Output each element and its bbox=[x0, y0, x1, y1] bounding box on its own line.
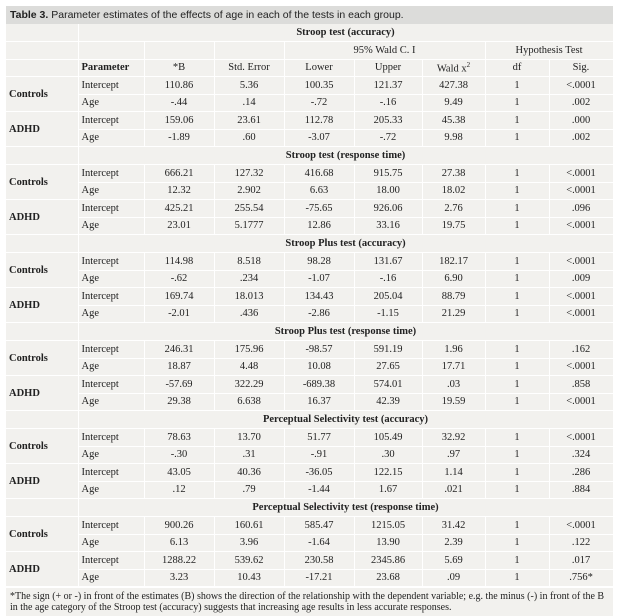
sig-cell: .286 bbox=[549, 464, 613, 482]
empty-cell bbox=[78, 42, 144, 60]
df-cell: 1 bbox=[485, 534, 549, 552]
b-cell: 159.06 bbox=[144, 112, 214, 130]
sig-cell: .324 bbox=[549, 446, 613, 464]
table-row bbox=[6, 429, 613, 447]
std-error-cell: 8.518 bbox=[214, 253, 284, 271]
std-error-cell: .234 bbox=[214, 270, 284, 288]
sig-cell: .000 bbox=[549, 112, 613, 130]
wald-cell: 17.71 bbox=[422, 358, 485, 376]
upper-header: Upper bbox=[354, 59, 422, 77]
b-cell: .12 bbox=[144, 481, 214, 499]
std-error-cell: 40.36 bbox=[214, 464, 284, 482]
lower-cell: -17.21 bbox=[284, 569, 354, 587]
upper-cell: 926.06 bbox=[354, 200, 422, 218]
std-error-cell: 175.96 bbox=[214, 341, 284, 359]
lower-header: Lower bbox=[284, 59, 354, 77]
sig-cell: .017 bbox=[549, 552, 613, 570]
section-title: Perceptual Selectivity test (response time) bbox=[78, 499, 613, 517]
wald-cell: .021 bbox=[422, 481, 485, 499]
sig-cell: .858 bbox=[549, 376, 613, 394]
empty-cell bbox=[6, 42, 78, 60]
lower-cell: 12.86 bbox=[284, 217, 354, 235]
table-row bbox=[6, 358, 613, 376]
std-error-cell: .436 bbox=[214, 305, 284, 323]
table-row bbox=[6, 217, 613, 235]
b-cell: 900.26 bbox=[144, 517, 214, 535]
wald-cell: 2.76 bbox=[422, 200, 485, 218]
table-row bbox=[6, 552, 613, 570]
empty-cell bbox=[6, 411, 78, 429]
lower-cell: -2.86 bbox=[284, 305, 354, 323]
wald-header bbox=[422, 59, 485, 77]
wald-cell: .97 bbox=[422, 446, 485, 464]
upper-cell: 1215.05 bbox=[354, 517, 422, 535]
df-cell: 1 bbox=[485, 165, 549, 183]
std-error-cell: 6.638 bbox=[214, 393, 284, 411]
group-label: ADHD bbox=[6, 552, 78, 587]
std-error-cell: 2.902 bbox=[214, 182, 284, 200]
sig-cell: .002 bbox=[549, 94, 613, 112]
table-row bbox=[6, 464, 613, 482]
table-row bbox=[6, 481, 613, 499]
empty-cell bbox=[6, 147, 78, 165]
b-cell: 12.32 bbox=[144, 182, 214, 200]
df-cell: 1 bbox=[485, 305, 549, 323]
table-row bbox=[6, 129, 613, 147]
parameter-cell: Age bbox=[78, 129, 144, 147]
empty-cell bbox=[6, 235, 78, 253]
b-cell: 169.74 bbox=[144, 288, 214, 306]
group-label: ADHD bbox=[6, 288, 78, 323]
group-label: Controls bbox=[6, 253, 78, 288]
lower-cell: 98.28 bbox=[284, 253, 354, 271]
sig-cell: <.0001 bbox=[549, 305, 613, 323]
sig-cell: <.0001 bbox=[549, 182, 613, 200]
upper-cell: 131.67 bbox=[354, 253, 422, 271]
parameter-cell: Intercept bbox=[78, 552, 144, 570]
empty-cell bbox=[6, 323, 78, 341]
header-group-row bbox=[6, 42, 613, 60]
b-cell: 110.86 bbox=[144, 77, 214, 95]
df-cell: 1 bbox=[485, 112, 549, 130]
table-row bbox=[6, 94, 613, 112]
df-cell: 1 bbox=[485, 446, 549, 464]
parameter-cell: Intercept bbox=[78, 288, 144, 306]
b-cell: 23.01 bbox=[144, 217, 214, 235]
wald-cell: 19.59 bbox=[422, 393, 485, 411]
std-error-cell: 3.96 bbox=[214, 534, 284, 552]
df-cell: 1 bbox=[485, 253, 549, 271]
b-cell: -.44 bbox=[144, 94, 214, 112]
lower-cell: 51.77 bbox=[284, 429, 354, 447]
parameter-estimates-table bbox=[6, 24, 614, 587]
table-row bbox=[6, 569, 613, 587]
section-title: Stroop test (response time) bbox=[78, 147, 613, 165]
std-error-cell: 160.61 bbox=[214, 517, 284, 535]
lower-cell: 6.63 bbox=[284, 182, 354, 200]
std-error-cell: .14 bbox=[214, 94, 284, 112]
parameter-cell: Intercept bbox=[78, 112, 144, 130]
table-row bbox=[6, 534, 613, 552]
df-cell: 1 bbox=[485, 517, 549, 535]
lower-cell: -1.07 bbox=[284, 270, 354, 288]
wald-cell: 27.38 bbox=[422, 165, 485, 183]
wald-cell: 32.92 bbox=[422, 429, 485, 447]
lower-cell: -1.64 bbox=[284, 534, 354, 552]
parameter-cell: Intercept bbox=[78, 341, 144, 359]
empty-cell bbox=[6, 24, 78, 42]
lower-cell: 112.78 bbox=[284, 112, 354, 130]
sig-cell: <.0001 bbox=[549, 393, 613, 411]
upper-cell: -.72 bbox=[354, 129, 422, 147]
lower-cell: 10.08 bbox=[284, 358, 354, 376]
b-cell: -.30 bbox=[144, 446, 214, 464]
upper-cell: 33.16 bbox=[354, 217, 422, 235]
wald-cell: .09 bbox=[422, 569, 485, 587]
std-error-cell: 10.43 bbox=[214, 569, 284, 587]
std-error-cell: 4.48 bbox=[214, 358, 284, 376]
df-cell: 1 bbox=[485, 77, 549, 95]
b-cell: -.62 bbox=[144, 270, 214, 288]
group-label: Controls bbox=[6, 517, 78, 552]
parameter-cell: Intercept bbox=[78, 429, 144, 447]
wald-cell: 182.17 bbox=[422, 253, 485, 271]
b-cell: 29.38 bbox=[144, 393, 214, 411]
b-cell: 666.21 bbox=[144, 165, 214, 183]
df-cell: 1 bbox=[485, 341, 549, 359]
sig-cell: .756* bbox=[549, 569, 613, 587]
wald-cell: 2.39 bbox=[422, 534, 485, 552]
table-caption bbox=[6, 6, 613, 24]
group-label: ADHD bbox=[6, 112, 78, 147]
lower-cell: 416.68 bbox=[284, 165, 354, 183]
df-cell: 1 bbox=[485, 288, 549, 306]
df-header: df bbox=[485, 59, 549, 77]
df-cell: 1 bbox=[485, 182, 549, 200]
wald-cell: 21.29 bbox=[422, 305, 485, 323]
upper-cell: 122.15 bbox=[354, 464, 422, 482]
b-cell: 1288.22 bbox=[144, 552, 214, 570]
parameter-cell: Age bbox=[78, 94, 144, 112]
group-label: ADHD bbox=[6, 464, 78, 499]
section-header-row bbox=[6, 411, 613, 429]
group-label: ADHD bbox=[6, 200, 78, 235]
sig-cell: .162 bbox=[549, 341, 613, 359]
section-header-row bbox=[6, 24, 613, 42]
df-cell: 1 bbox=[485, 129, 549, 147]
lower-cell: 230.58 bbox=[284, 552, 354, 570]
table-body bbox=[6, 24, 613, 587]
wald-cell: 1.96 bbox=[422, 341, 485, 359]
wald-cell: 45.38 bbox=[422, 112, 485, 130]
upper-cell: -.16 bbox=[354, 94, 422, 112]
std-error-cell: .79 bbox=[214, 481, 284, 499]
std-error-cell: 23.61 bbox=[214, 112, 284, 130]
wald-cell: 6.90 bbox=[422, 270, 485, 288]
table-row bbox=[6, 517, 613, 535]
parameter-cell: Intercept bbox=[78, 517, 144, 535]
std-error-header: Std. Error bbox=[214, 59, 284, 77]
lower-cell: 100.35 bbox=[284, 77, 354, 95]
sig-cell: <.0001 bbox=[549, 253, 613, 271]
lower-cell: -98.57 bbox=[284, 341, 354, 359]
std-error-cell: 5.1777 bbox=[214, 217, 284, 235]
column-header-row bbox=[6, 59, 613, 77]
parameter-cell: Intercept bbox=[78, 253, 144, 271]
lower-cell: -75.65 bbox=[284, 200, 354, 218]
sig-cell: .122 bbox=[549, 534, 613, 552]
table-footnote: *The sign (+ or -) in front of the estimates (B) shows the direction of the relationship with the dependent variable; e.g. the minus (-) in front of the B in the age category of the Stroop test (accuracy) suggests that increasing age results in less accurate responses. bbox=[6, 587, 613, 616]
parameter-cell: Age bbox=[78, 270, 144, 288]
lower-cell: 585.47 bbox=[284, 517, 354, 535]
lower-cell: -.72 bbox=[284, 94, 354, 112]
upper-cell: 42.39 bbox=[354, 393, 422, 411]
std-error-cell: .31 bbox=[214, 446, 284, 464]
b-cell: 6.13 bbox=[144, 534, 214, 552]
parameter-cell: Intercept bbox=[78, 200, 144, 218]
wald-cell: 427.38 bbox=[422, 77, 485, 95]
parameter-cell: Age bbox=[78, 182, 144, 200]
sig-cell: <.0001 bbox=[549, 358, 613, 376]
std-error-cell: 13.70 bbox=[214, 429, 284, 447]
upper-cell: 915.75 bbox=[354, 165, 422, 183]
empty-cell bbox=[6, 59, 78, 77]
upper-cell: -.16 bbox=[354, 270, 422, 288]
wald-cell: 19.75 bbox=[422, 217, 485, 235]
parameter-cell: Age bbox=[78, 217, 144, 235]
parameter-cell: Age bbox=[78, 446, 144, 464]
table-row bbox=[6, 112, 613, 130]
df-cell: 1 bbox=[485, 429, 549, 447]
b-cell: 18.87 bbox=[144, 358, 214, 376]
wald-cell: 1.14 bbox=[422, 464, 485, 482]
hypothesis-test-header: Hypothesis Test bbox=[485, 42, 613, 60]
parameter-cell: Age bbox=[78, 358, 144, 376]
upper-cell: 1.67 bbox=[354, 481, 422, 499]
df-cell: 1 bbox=[485, 481, 549, 499]
table-row bbox=[6, 446, 613, 464]
parameter-cell: Intercept bbox=[78, 165, 144, 183]
df-cell: 1 bbox=[485, 464, 549, 482]
table-row bbox=[6, 393, 613, 411]
df-cell: 1 bbox=[485, 200, 549, 218]
table-row bbox=[6, 253, 613, 271]
parameter-header: Parameter bbox=[78, 59, 144, 77]
df-cell: 1 bbox=[485, 376, 549, 394]
group-label: ADHD bbox=[6, 376, 78, 411]
parameter-cell: Intercept bbox=[78, 77, 144, 95]
lower-cell: -1.44 bbox=[284, 481, 354, 499]
table-row bbox=[6, 288, 613, 306]
upper-cell: 27.65 bbox=[354, 358, 422, 376]
sig-cell: <.0001 bbox=[549, 165, 613, 183]
table-row bbox=[6, 182, 613, 200]
std-error-cell: 539.62 bbox=[214, 552, 284, 570]
table-row bbox=[6, 341, 613, 359]
upper-cell: 121.37 bbox=[354, 77, 422, 95]
section-title: Stroop Plus test (accuracy) bbox=[78, 235, 613, 253]
std-error-cell: 5.36 bbox=[214, 77, 284, 95]
wald-ci-header: 95% Wald C. I bbox=[284, 42, 485, 60]
section-title: Perceptual Selectivity test (accuracy) bbox=[78, 411, 613, 429]
wald-cell: 18.02 bbox=[422, 182, 485, 200]
sig-cell: <.0001 bbox=[549, 77, 613, 95]
caption-label: Table 3. bbox=[10, 9, 49, 21]
b-cell: 114.98 bbox=[144, 253, 214, 271]
lower-cell: -3.07 bbox=[284, 129, 354, 147]
lower-cell: -36.05 bbox=[284, 464, 354, 482]
b-cell: 43.05 bbox=[144, 464, 214, 482]
df-cell: 1 bbox=[485, 217, 549, 235]
df-cell: 1 bbox=[485, 393, 549, 411]
wald-cell: 88.79 bbox=[422, 288, 485, 306]
table-row bbox=[6, 165, 613, 183]
lower-cell: 16.37 bbox=[284, 393, 354, 411]
sig-header: Sig. bbox=[549, 59, 613, 77]
std-error-cell: .60 bbox=[214, 129, 284, 147]
lower-cell: 134.43 bbox=[284, 288, 354, 306]
std-error-cell: 127.32 bbox=[214, 165, 284, 183]
table-row bbox=[6, 376, 613, 394]
section-header-row bbox=[6, 147, 613, 165]
b-cell: -2.01 bbox=[144, 305, 214, 323]
b-cell: -57.69 bbox=[144, 376, 214, 394]
group-label: Controls bbox=[6, 77, 78, 112]
std-error-cell: 322.29 bbox=[214, 376, 284, 394]
wald-cell: 9.98 bbox=[422, 129, 485, 147]
wald-cell: 9.49 bbox=[422, 94, 485, 112]
b-cell: -1.89 bbox=[144, 129, 214, 147]
df-cell: 1 bbox=[485, 569, 549, 587]
parameter-cell: Age bbox=[78, 305, 144, 323]
wald-cell: .03 bbox=[422, 376, 485, 394]
upper-cell: 591.19 bbox=[354, 341, 422, 359]
sig-cell: .002 bbox=[549, 129, 613, 147]
upper-cell: 18.00 bbox=[354, 182, 422, 200]
parameter-cell: Intercept bbox=[78, 464, 144, 482]
upper-cell: 105.49 bbox=[354, 429, 422, 447]
upper-cell: 13.90 bbox=[354, 534, 422, 552]
upper-cell: 205.33 bbox=[354, 112, 422, 130]
parameter-cell: Age bbox=[78, 393, 144, 411]
upper-cell: .30 bbox=[354, 446, 422, 464]
sig-cell: <.0001 bbox=[549, 517, 613, 535]
b-header: *B bbox=[144, 59, 214, 77]
df-cell: 1 bbox=[485, 358, 549, 376]
sig-cell: <.0001 bbox=[549, 217, 613, 235]
section-header-row bbox=[6, 499, 613, 517]
empty-cell bbox=[6, 499, 78, 517]
sig-cell: .096 bbox=[549, 200, 613, 218]
upper-cell: -1.15 bbox=[354, 305, 422, 323]
table-row bbox=[6, 200, 613, 218]
lower-cell: -689.38 bbox=[284, 376, 354, 394]
parameter-cell: Age bbox=[78, 534, 144, 552]
section-header-row bbox=[6, 323, 613, 341]
upper-cell: 574.01 bbox=[354, 376, 422, 394]
upper-cell: 2345.86 bbox=[354, 552, 422, 570]
section-title: Stroop test (accuracy) bbox=[78, 24, 613, 42]
empty-cell bbox=[144, 42, 214, 60]
upper-cell: 23.68 bbox=[354, 569, 422, 587]
b-cell: 78.63 bbox=[144, 429, 214, 447]
std-error-cell: 18.013 bbox=[214, 288, 284, 306]
sig-cell: <.0001 bbox=[549, 429, 613, 447]
df-cell: 1 bbox=[485, 270, 549, 288]
sig-cell: .884 bbox=[549, 481, 613, 499]
table-row bbox=[6, 305, 613, 323]
table-container bbox=[6, 6, 613, 616]
parameter-cell: Age bbox=[78, 569, 144, 587]
section-header-row bbox=[6, 235, 613, 253]
wald-header-label: Wald x bbox=[436, 63, 467, 75]
wald-cell: 31.42 bbox=[422, 517, 485, 535]
sig-cell: <.0001 bbox=[549, 288, 613, 306]
std-error-cell: 255.54 bbox=[214, 200, 284, 218]
table-row bbox=[6, 77, 613, 95]
df-cell: 1 bbox=[485, 94, 549, 112]
b-cell: 3.23 bbox=[144, 569, 214, 587]
wald-header-superscript: 2 bbox=[466, 61, 471, 69]
section-title: Stroop Plus test (response time) bbox=[78, 323, 613, 341]
b-cell: 425.21 bbox=[144, 200, 214, 218]
group-label: Controls bbox=[6, 429, 78, 464]
lower-cell: -.91 bbox=[284, 446, 354, 464]
group-label: Controls bbox=[6, 341, 78, 376]
wald-cell: 5.69 bbox=[422, 552, 485, 570]
empty-cell bbox=[214, 42, 284, 60]
b-cell: 246.31 bbox=[144, 341, 214, 359]
table-row bbox=[6, 270, 613, 288]
parameter-cell: Age bbox=[78, 481, 144, 499]
upper-cell: 205.04 bbox=[354, 288, 422, 306]
df-cell: 1 bbox=[485, 552, 549, 570]
sig-cell: .009 bbox=[549, 270, 613, 288]
parameter-cell: Intercept bbox=[78, 376, 144, 394]
group-label: Controls bbox=[6, 165, 78, 200]
caption-text: Parameter estimates of the effects of age in each of the tests in each group. bbox=[48, 9, 404, 21]
